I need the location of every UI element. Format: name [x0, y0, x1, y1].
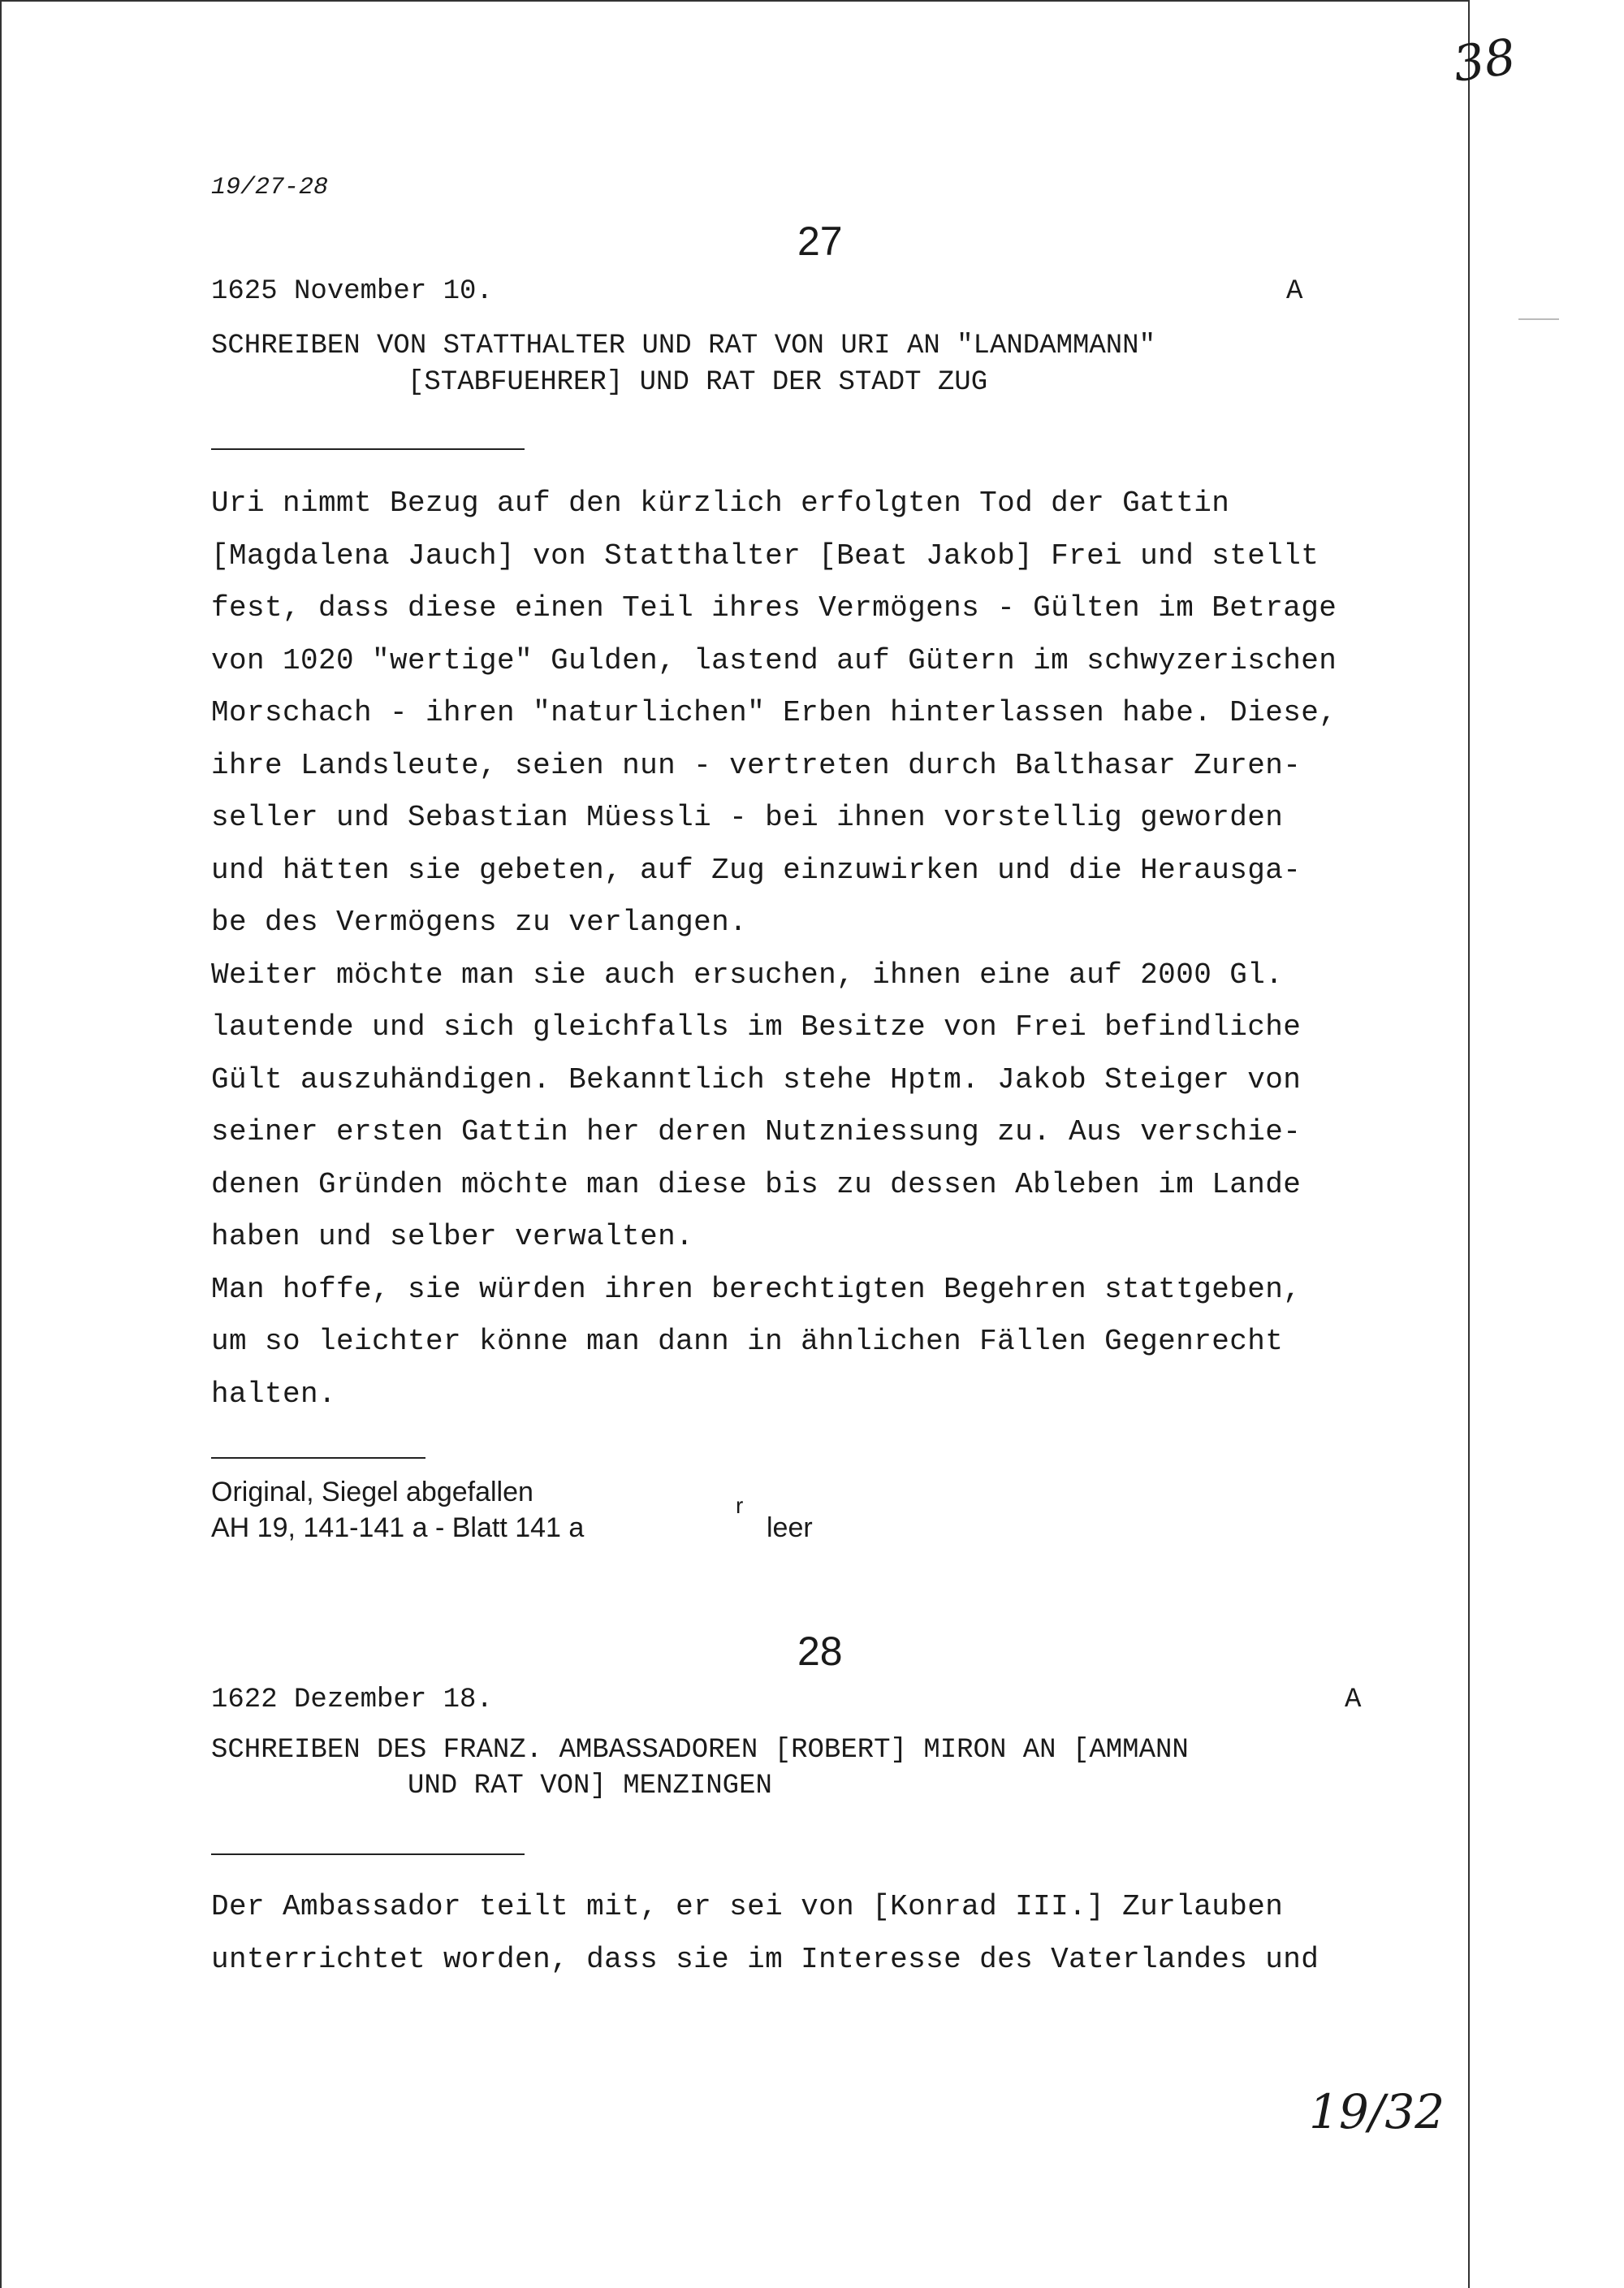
- summary-line: seiner ersten Gattin her deren Nutzniessung zu. Aus verschie-: [211, 1115, 1302, 1148]
- document-date: 1622 Dezember 18.: [211, 1685, 493, 1715]
- document-summary: [211, 478, 1462, 1421]
- summary-line: be des Vermögens zu verlangen.: [211, 906, 748, 939]
- handwritten-archive-number: 19/32: [1309, 2084, 1445, 2139]
- summary-line: Gült auszuhändigen. Bekanntlich stehe Hptm. Jakob Steiger von: [211, 1062, 1302, 1096]
- document-summary: [211, 1881, 1462, 1986]
- summary-line: Uri nimmt Bezug auf den kürzlich erfolgten Tod der Gattin: [211, 487, 1230, 520]
- summary-line: um so leichter könne man dann in ähnlichen Fällen Gegenrecht: [211, 1325, 1284, 1358]
- summary-line: Weiter möchte man sie auch ersuchen, ihnen eine auf 2000 Gl.: [211, 958, 1284, 992]
- note-divider: [211, 1457, 425, 1459]
- document-number-28: 28: [797, 1628, 843, 1674]
- summary-line: von 1020 "wertige" Gulden, lastend auf Gütern im schwyzerischen: [211, 643, 1337, 677]
- document-title-line-2: UND RAT VON] MENZINGEN: [408, 1771, 772, 1801]
- page-border-left: [0, 0, 2, 2288]
- reference-code: 19/27-28: [211, 174, 329, 201]
- source-note-line-1: Original, Siegel abgefallen: [211, 1477, 533, 1507]
- title-divider: [211, 448, 525, 450]
- document-date: 1625 November 10.: [211, 276, 493, 307]
- document-title-line-1: SCHREIBEN DES FRANZ. AMBASSADOREN [ROBERT] MIRON AN [AMMANN: [211, 1735, 1189, 1766]
- superscript-r: r: [736, 1493, 744, 1518]
- summary-line: haben und selber verwalten.: [211, 1220, 694, 1253]
- summary-line: Morschach - ihren "naturlichen" Erben hinterlassen habe. Diese,: [211, 696, 1337, 729]
- document-title-line-2: [STABFUEHRER] UND RAT DER STADT ZUG: [408, 367, 988, 398]
- page-border-top: [0, 0, 1470, 2]
- scan-mark: [1518, 318, 1559, 320]
- page-border-right: [1468, 0, 1470, 2288]
- source-note-tail: leer: [767, 1512, 813, 1543]
- summary-line: seller und Sebastian Müessli - bei ihnen vorstellig geworden: [211, 801, 1284, 834]
- summary-line: [Magdalena Jauch] von Statthalter [Beat Jakob] Frei und stellt: [211, 538, 1320, 573]
- document-number-27: 27: [797, 218, 843, 264]
- summary-line: fest, dass diese einen Teil ihres Vermögens - Gülten im Betrage: [211, 591, 1337, 625]
- summary-line: und hätten sie gebeten, auf Zug einzuwirken und die Herausga-: [211, 853, 1302, 887]
- document-marker: A: [1345, 1685, 1362, 1715]
- summary-line: lautende und sich gleichfalls im Besitze von Frei befindliche: [211, 1010, 1302, 1044]
- summary-line: ihre Landsleute, seien nun - vertreten durch Balthasar Zuren-: [211, 748, 1302, 782]
- handwritten-page-number: 38: [1449, 28, 1519, 93]
- summary-line: unterrichtet worden, dass sie im Interesse des Vaterlandes und: [211, 1942, 1320, 1976]
- title-divider: [211, 1853, 525, 1855]
- summary-line: Der Ambassador teilt mit, er sei von [Konrad III.] Zurlauben: [211, 1890, 1284, 1923]
- document-marker: A: [1286, 276, 1303, 307]
- summary-line: Man hoffe, sie würden ihren berechtigten Begehren stattgeben,: [211, 1272, 1302, 1306]
- summary-line: denen Gründen möchte man diese bis zu dessen Ableben im Lande: [211, 1167, 1302, 1201]
- document-title-line-1: SCHREIBEN VON STATTHALTER UND RAT VON URI AN "LANDAMMANN": [211, 331, 1155, 361]
- source-note-line-2: AH 19, 141-141 a - Blatt 141 a: [211, 1512, 585, 1543]
- summary-line: halten.: [211, 1377, 337, 1411]
